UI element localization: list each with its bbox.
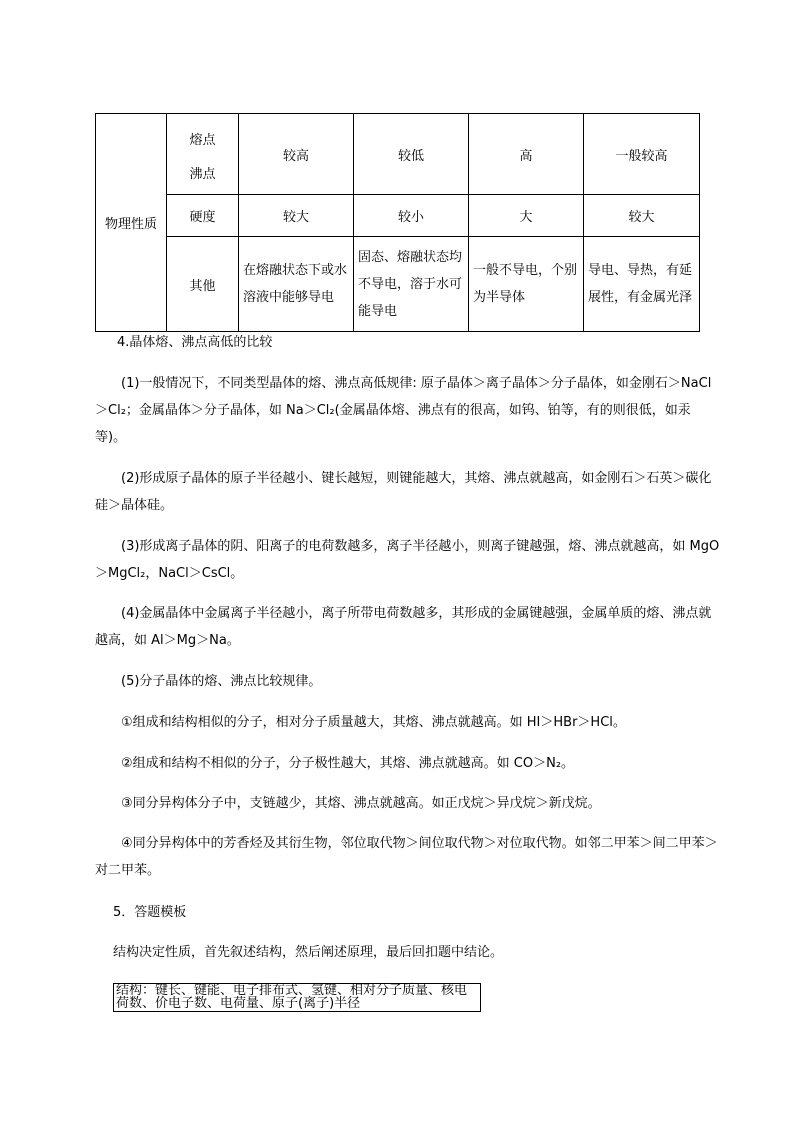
melt-label-bottom: 沸点 (189, 167, 216, 182)
table-cell: 高 (469, 114, 584, 195)
table-cell: 导电、导热，有延展性，有金属光泽 (584, 237, 700, 332)
table-cell: 大 (469, 195, 584, 237)
table-cell: 较大 (239, 195, 354, 237)
rule-1: ①组成和结构相似的分子，相对分子质量越大，其熔、沸点就越高。如 HI＞HBr＞HCl。 (121, 715, 626, 730)
paragraph-4: (4)金属晶体中金属离子半径越小，离子所带电荷数越多，其形成的金属键越强，金属单质的熔、沸点就越高，如 Al＞Mg＞Na。 (95, 606, 712, 648)
hardness-label: 硬度 (167, 195, 239, 237)
row-header-label: 物理性质 (104, 217, 157, 232)
paragraph-3: (3)形成离子晶体的阴、阳离子的电荷数越多，离子半径越小，则离子键越强，熔、沸点就越高，如 MgO＞MgCl₂，NaCl＞CsCl。 (95, 539, 720, 581)
rule-3: ③同分异构体分子中，支链越少，其熔、沸点就越高。如正戊烷＞异戊烷＞新戊烷。 (121, 796, 601, 811)
section5-paragraph: 结构决定性质，首先叙述结构，然后阐述原理，最后回扣题中结论。 (113, 945, 504, 960)
melt-label-top: 熔点 (189, 133, 216, 148)
table-row (96, 114, 700, 195)
table-cell: 一般较高 (584, 114, 700, 195)
section4-heading: 4.晶体熔、沸点高低的比较 (117, 335, 273, 350)
table-cell: 较小 (354, 195, 469, 237)
table-cell: 一般不导电，个别为半导体 (469, 237, 584, 332)
section5-heading: 5．答题模板 (113, 905, 187, 920)
table-row (96, 195, 700, 237)
table-cell: 较大 (584, 195, 700, 237)
row-header-cell (96, 114, 167, 332)
other-label: 其他 (167, 237, 239, 332)
paragraph-1: (1)一般情况下，不同类型晶体的熔、沸点高低规律: 原子晶体＞离子晶体＞分子晶体，如金刚石＞NaCl＞Cl₂；金属晶体＞分子晶体，如 Na＞Cl₂(金属晶体熔、沸点有的很高，如钨、铂等，有的则很低，如汞等)。 (95, 376, 712, 445)
table-cell: 较高 (239, 114, 354, 195)
rule-4: ④同分异构体中的芳香烃及其衍生物，邻位取代物＞间位取代物＞对位取代物。如邻二甲苯＞间二甲苯＞对二甲苯。 (95, 836, 718, 878)
table-cell: 在熔融状态下或水溶液中能够导电 (239, 237, 354, 332)
table-cell: 较低 (354, 114, 469, 195)
paragraph-2: (2)形成原子晶体的原子半径越小、键长越短，则键能越大，其熔、沸点就越高，如金刚石＞石英＞碳化硅＞晶体硅。 (95, 471, 712, 513)
melt-label-cell (167, 114, 239, 195)
answer-template-box: 结构：键长、键能、电子排布式、氢键、相对分子质量、核电荷数、价电子数、电荷量、原子(离子)半径 (113, 983, 481, 1012)
physical-properties-table (95, 113, 700, 332)
rule-2: ②组成和结构不相似的分子，分子极性越大，其熔、沸点就越高。如 CO＞N₂。 (121, 756, 575, 771)
paragraph-5: (5)分子晶体的熔、沸点比较规律。 (121, 674, 322, 689)
table-cell: 固态、熔融状态均不导电，溶于水可能导电 (354, 237, 469, 332)
table-row (96, 237, 700, 332)
